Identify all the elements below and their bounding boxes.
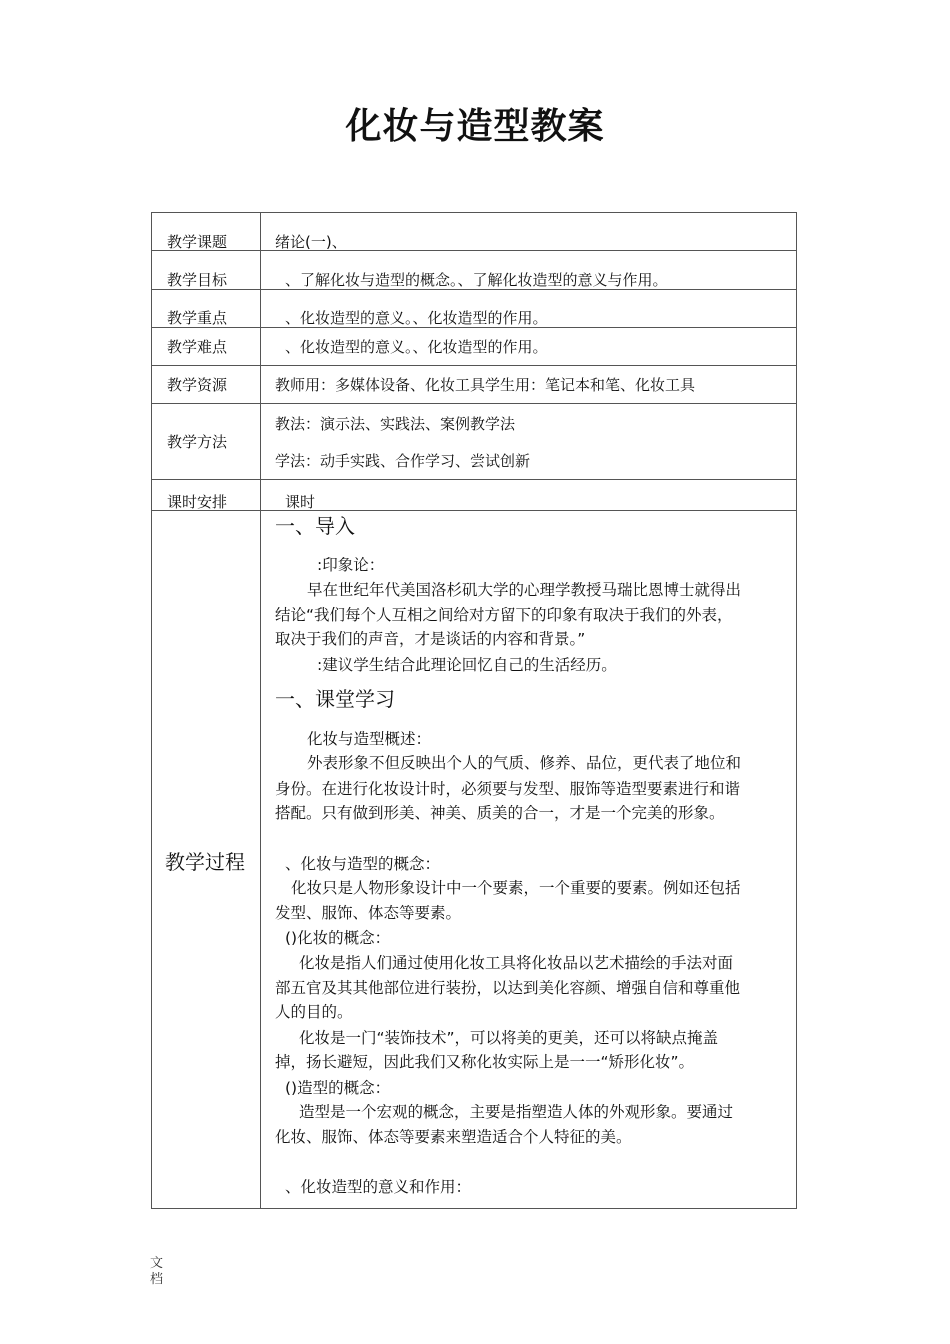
method-teaching: 教法：演示法、实践法、案例教学法 <box>275 415 516 433</box>
key-points-value: 、化妆造型的意义。、化妆造型的作用。 <box>285 309 548 327</box>
intro-line-3: 取决于我们的声音，才是谈话的内容和背景。” <box>275 630 586 648</box>
topic-value: 绪论(一)、 <box>275 233 347 251</box>
suggestion: :建议学生结合此理论回忆自己的生活经历。 <box>317 656 617 674</box>
heading-class: 一、课堂学习 <box>275 687 395 711</box>
intro-line-1: 早在世纪年代美国洛杉矶大学的心理学教授马瑞比恩博士就得出 <box>307 581 742 599</box>
process-label: 教学过程 <box>165 850 245 874</box>
concept-line-1: 化妆只是人物形象设计中一个要素，一个重要的要素。例如还包括 <box>291 879 741 897</box>
style-concept-heading: ()造型的概念： <box>285 1079 391 1097</box>
overview-line-3: 搭配。只有做到形美、神美、质美的合一，才是一个完美的形象。 <box>275 804 725 822</box>
method-label: 教学方法 <box>167 433 228 451</box>
method-learning: 学法：动手实践、合作学习、尝试创新 <box>275 452 531 470</box>
meaning-heading: 、化妆造型的意义和作用： <box>285 1178 472 1196</box>
footer-line-1: 文 <box>150 1256 164 1271</box>
makeup-line-5: 掉，扬长避短，因此我们又称化妆实际上是一一“矫形化妆”。 <box>275 1053 695 1071</box>
makeup-concept-heading: ()化妆的概念： <box>285 929 391 947</box>
lesson-plan-table <box>151 212 797 1209</box>
schedule-value: 课时 <box>285 493 316 511</box>
difficulties-label: 教学难点 <box>167 338 228 356</box>
page-title: 化妆与造型教案 <box>345 106 605 147</box>
goal-value: 、了解化妆与造型的概念。、了解化妆造型的意义与作用。 <box>285 271 668 289</box>
makeup-line-3: 人的目的。 <box>275 1003 353 1021</box>
key-points-label: 教学重点 <box>167 309 228 327</box>
makeup-line-4: 化妆是一门“装饰技术”，可以将美的更美，还可以将缺点掩盖 <box>299 1029 719 1047</box>
makeup-line-2: 部五官及其其他部位进行装扮，以达到美化容颜、增强自信和尊重他 <box>275 979 741 997</box>
concept-heading: 、化妆与造型的概念： <box>285 855 441 873</box>
overview-line-2: 身份。在进行化妆设计时，必须要与发型、服饰等造型要素进行和谐 <box>275 780 741 798</box>
style-line-2: 化妆、服饰、体态等要素来塑造适合个人特征的美。 <box>275 1128 632 1146</box>
schedule-label: 课时安排 <box>167 493 228 511</box>
style-line-1: 造型是一个宏观的概念，主要是指塑造人体的外观形象。要通过 <box>299 1103 734 1121</box>
concept-line-2: 发型、服饰、体态等要素。 <box>275 904 462 922</box>
resources-label: 教学资源 <box>167 376 228 394</box>
topic-label: 教学课题 <box>167 233 228 251</box>
footer-note <box>150 1256 164 1288</box>
makeup-line-1: 化妆是指人们通过使用化妆工具将化妆品以艺术描绘的手法对面 <box>299 954 734 972</box>
overview-line-1: 外表形象不但反映出个人的气质、修养、品位，更代表了地位和 <box>307 754 742 772</box>
impression-heading: :印象论： <box>317 556 385 574</box>
goal-label: 教学目标 <box>167 271 228 289</box>
footer-line-2: 档 <box>150 1272 164 1287</box>
heading-intro: 一、导入 <box>275 514 355 538</box>
resources-value: 教师用：多媒体设备、化妆工具学生用：笔记本和笔、化妆工具 <box>275 376 696 394</box>
intro-line-2: 结论“我们每个人互相之间给对方留下的印象有取决于我们的外表， <box>275 606 733 624</box>
overview-heading: 化妆与造型概述： <box>307 730 432 748</box>
difficulties-value: 、化妆造型的意义。、化妆造型的作用。 <box>285 338 548 356</box>
